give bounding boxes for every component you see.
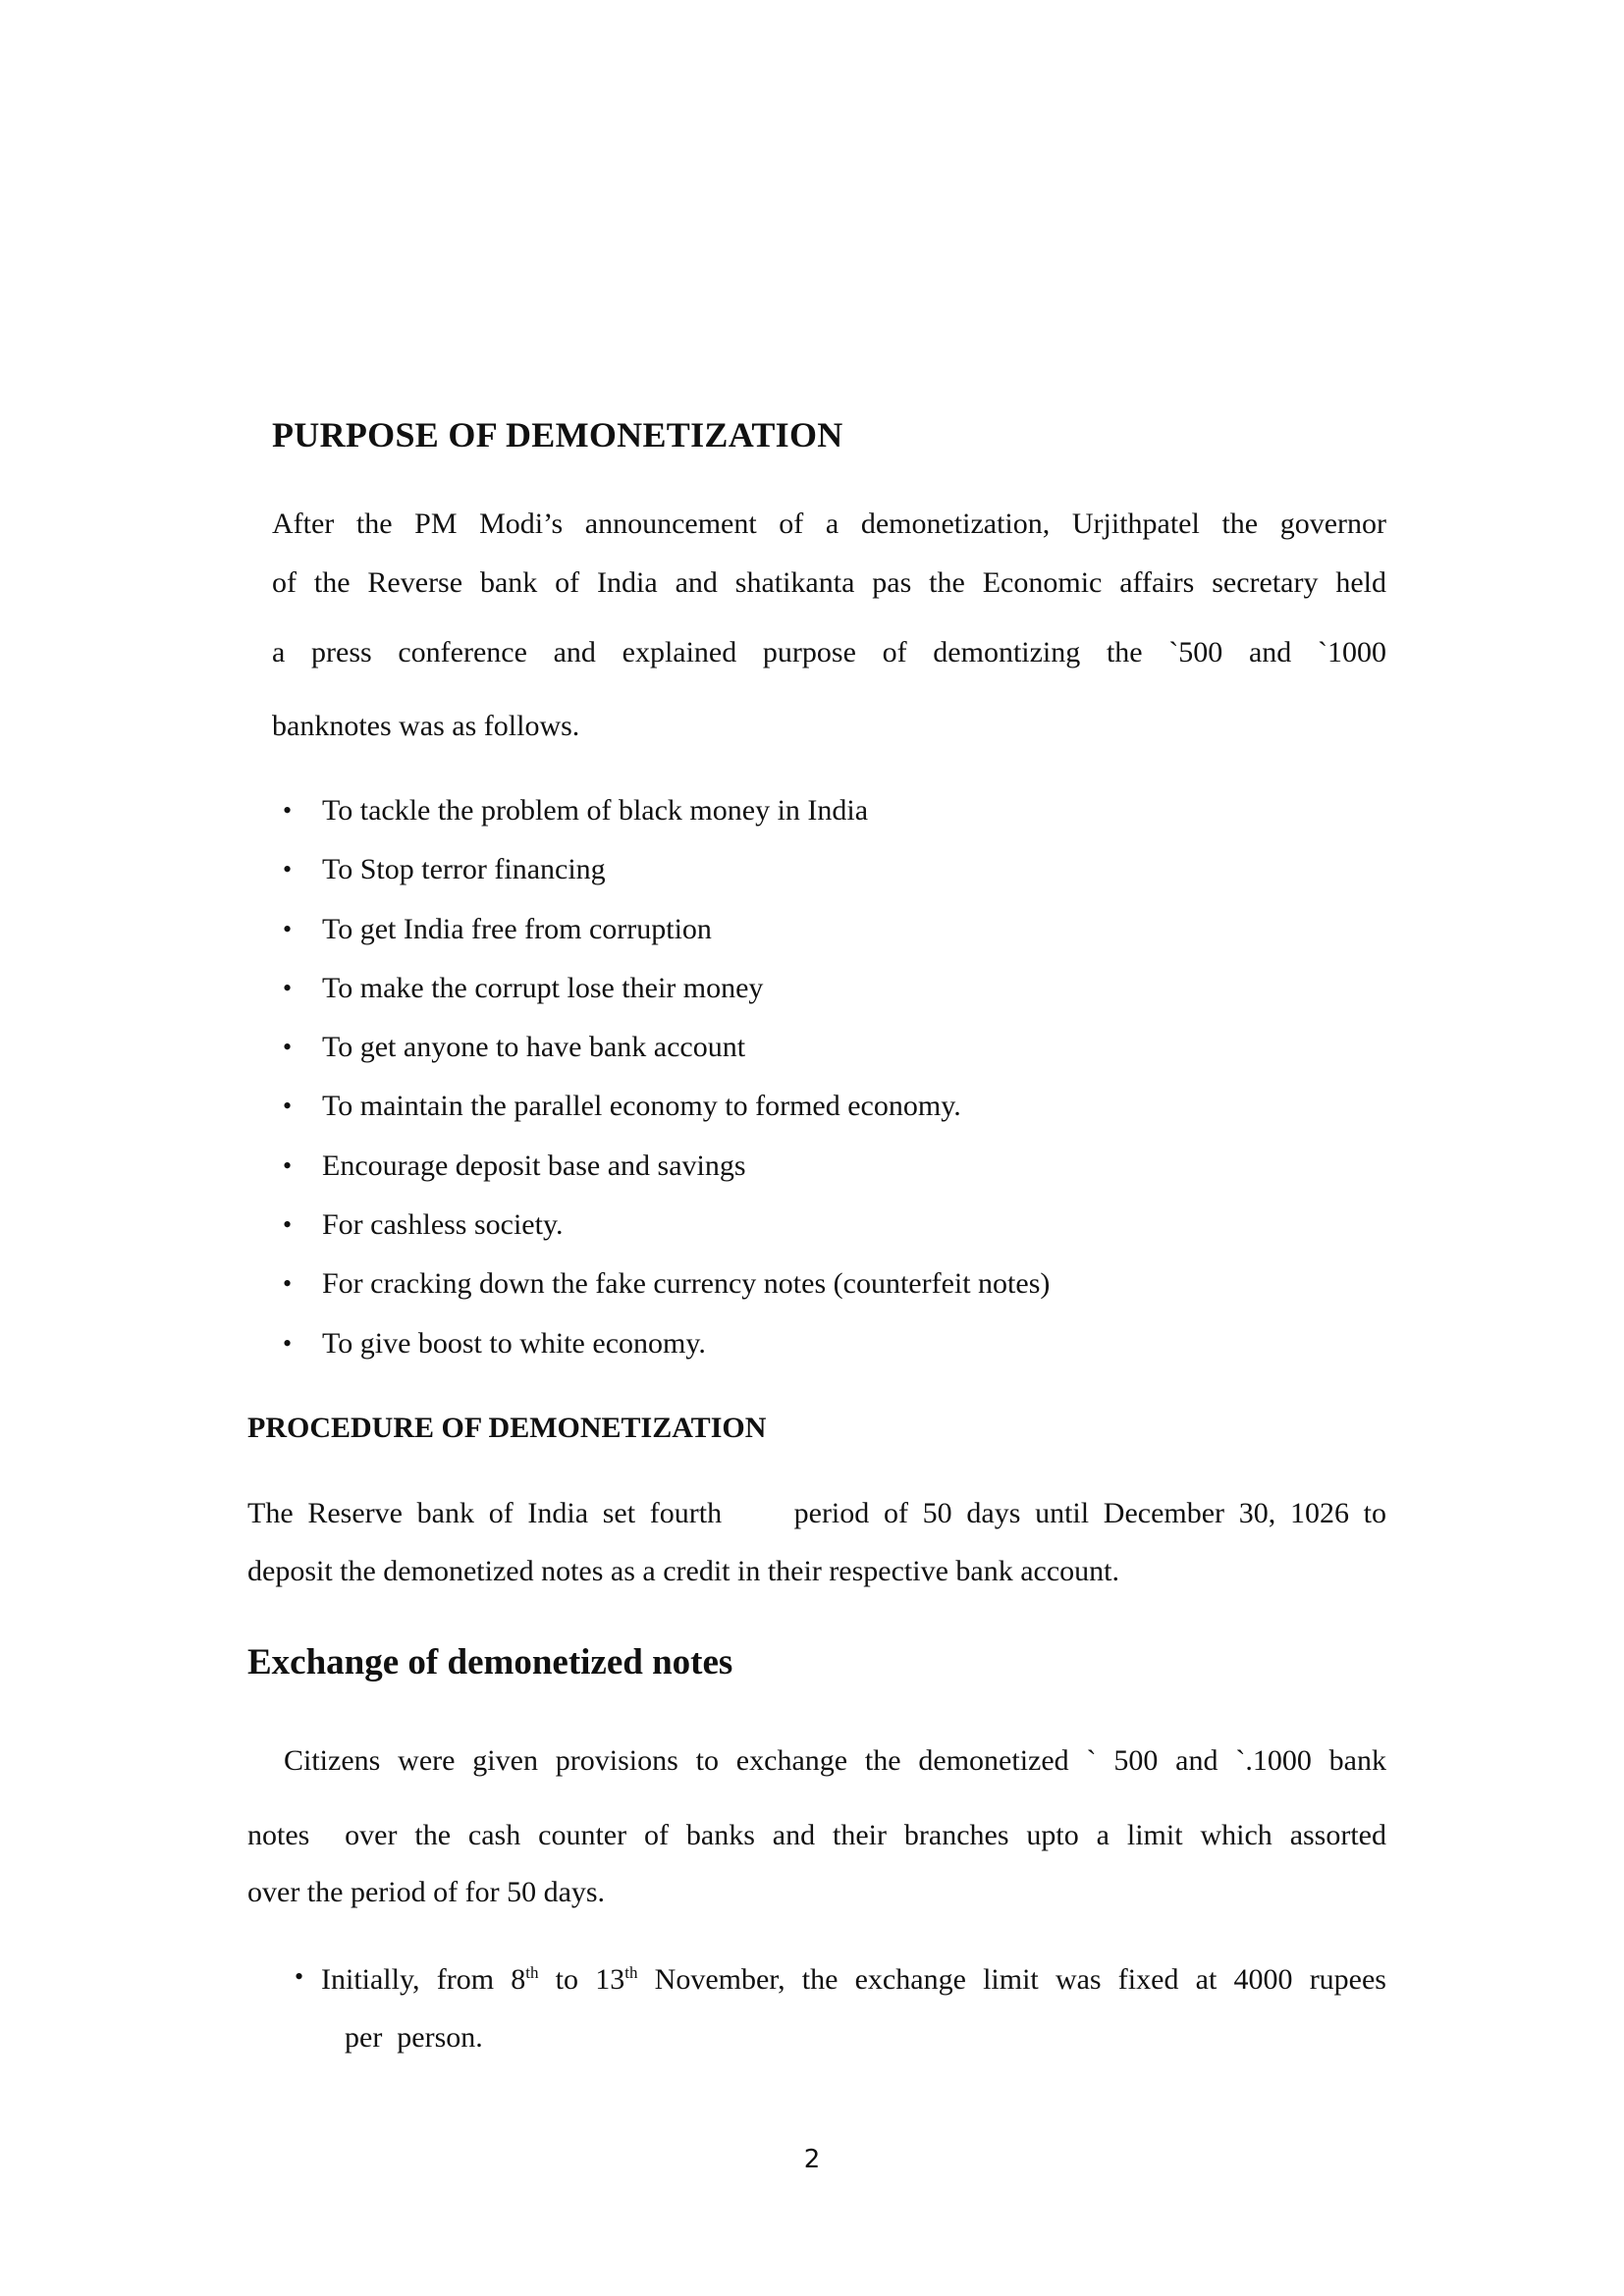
exchange-bullet-text-c: November, the exchange limit was fixed at 4000 rupees [637,1963,1386,1996]
list-item: • To make the corrupt lose their money [283,971,1050,1030]
list-item: • To get India free from corruption [283,912,1050,971]
page-number: 2 [803,2145,821,2174]
ordinal-suffix: th [525,1963,539,1982]
purpose-line-2: of the Reverse bank of India and shatikanta pas the Economic affairs secretary held [272,566,1386,599]
list-item: • For cracking down the fake currency notes (counterfeit notes) [283,1266,1050,1325]
bullet-icon: • [295,1962,304,1991]
procedure-line-1: The Reserve bank of India set fourth period of 50 days until December 30, 1026 to [247,1497,1386,1529]
list-item: • To tackle the problem of black money in India [283,793,1050,852]
list-item: • To Stop terror financing [283,852,1050,911]
exchange-bullet-text-b: to 13 [538,1963,625,1996]
list-item: • To get anyone to have bank account [283,1030,1050,1089]
list-item: • For cashless society. [283,1207,1050,1266]
procedure-line-2: deposit the demonetized notes as a credit in their respective bank account. [247,1555,1120,1587]
list-item: • To give boost to white economy. [283,1326,1050,1385]
heading-procedure: PROCEDURE OF DEMONETIZATION [247,1412,767,1444]
exchange-line-1: Citizens were given provisions to exchange the demonetized ` 500 and `.1000 bank [284,1744,1386,1777]
purpose-line-1: After the PM Modi’s announcement of a demonetization, Urjithpatel the governor [272,507,1386,540]
exchange-bullet-line-2: per person. [345,2021,483,2054]
purpose-line-3: a press conference and explained purpose of demontizing the `500 and `1000 [272,636,1386,668]
purpose-bullet-list [283,793,1050,1385]
list-item: • Encourage deposit base and savings [283,1148,1050,1207]
exchange-bullet-text-a: Initially, from 8 [321,1963,526,1996]
exchange-line-3: over the period of for 50 days. [247,1876,606,1908]
exchange-bullet-line-1 [321,1963,1386,1997]
list-item: • To maintain the parallel economy to formed economy. [283,1089,1050,1148]
exchange-line-2: notes over the cash counter of banks and their branches upto a limit which assorted [247,1819,1386,1851]
purpose-line-4: banknotes was as follows. [272,710,580,742]
ordinal-suffix: th [624,1963,638,1982]
heading-exchange: Exchange of demonetized notes [247,1642,733,1682]
heading-purpose: PURPOSE OF DEMONETIZATION [272,415,843,454]
